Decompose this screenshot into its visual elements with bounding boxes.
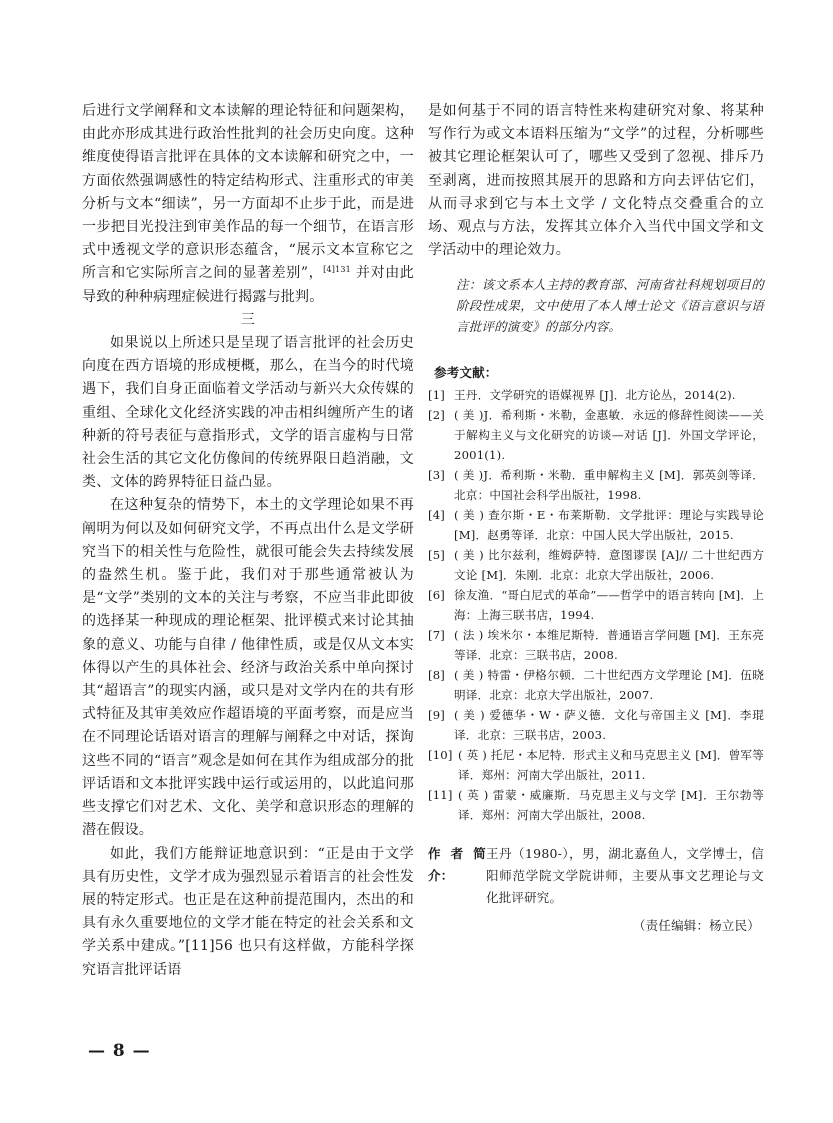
author-bio [428, 843, 764, 909]
section-heading: 三 [240, 311, 256, 328]
citation: [4]131 [323, 265, 351, 275]
funding-note: 注：该文系本人主持的教育部、河南省社科规划项目的阶段性成果，文中使用了本人博士论文《语言意识与语言批评的演变》的部分内容。 [456, 277, 764, 335]
reference-item: [8] ( 美 ) 特雷・伊格尔顿．二十世纪西方文学理论 [M]．伍晓明译．北京：北京大学出版社，2007. [428, 668, 764, 703]
reference-item: [6] 徐友渔．“哥白尼式的革命”——哲学中的语言转向 [M]．上海：上海三联书店，1994. [428, 588, 764, 623]
author-text: 王丹（1980-），男，湖北嘉鱼人，文学博士，信阳师范学院文学院讲师，主要从事文艺理论与文化批评研究。 [486, 846, 764, 906]
paragraph: 如此，我们方能辩证地意识到：“正是由于文学具有历史性，文学才成为强烈显示着语言的社会性发展的特定形式。也正是在这种前提范围内，杰出的和具有永久重要地位的文学才能在特定的社会关系和文学关系中建成。”[11]56 也只有这样做，方能科学探究语言批评话语 [82, 845, 414, 978]
references-list [428, 385, 764, 825]
reference-item: [11] ( 英 ) 雷蒙・威廉斯．马克思主义与文学 [M]．王尔勃等译．郑州：河南大学出版社，2008. [428, 788, 764, 823]
left-column [82, 100, 414, 982]
right-column [428, 100, 764, 937]
paragraph: 在这种复杂的情势下，本土的文学理论如果不再阐明为何以及如何研究文学，不再点出什么是文学研究当下的相关性与危险性，就很可能会失去持续发展的盎然生机。鉴于此，我们对于那些通常被认为是“文学”类别的文本的关注与考察，不应当非此即彼的选择某一种现成的理论框架、批评模式来讨论其抽象的意义、功能与自律 / 他律性质，或是仅从文本实体得以产生的具体社会、经济与政治关系中单向探讨其“超语言”的现实内涵，或只是对文学内在的共有形式特征及其审美效应作超语境的平面考察，而是应当在不同理论话语对语言的理解与阐释之中对话，探询这些不同的“语言”观念是如何在其作为组成部分的批评话语和文本批评实践中运行或运用的，以此追问那些支撑它们对艺术、文化、美学和意识形态的理解的潜在假设。 [82, 497, 414, 839]
reference-item: [1] 王丹．文学研究的语媒视界 [J]．北方论丛，2014(2). [428, 388, 736, 403]
page-number: — 8 — [88, 1041, 151, 1061]
reference-item: [4] ( 美 ) 查尔斯・E・布莱斯勒．文学批评：理论与实践导论 [M]．赵勇等译．北京：中国人民大学出版社，2015. [428, 508, 764, 543]
reference-item: [9] ( 美 ) 爱德华・W・萨义德．文化与帝国主义 [M]．李琨译．北京：三联书店，2003. [428, 708, 764, 743]
reference-item: [2] ( 美 )J．希利斯・米勒，金惠敏．永远的修辞性阅读——关于解构主义与文化研究的访谈—对话 [J]．外国文学评论，2001(1). [428, 408, 764, 463]
references-title: 参考文献： [434, 365, 498, 381]
paragraph: 是如何基于不同的语言特性来构建研究对象、将某种写作行为或文本语料压缩为“文学”的过程，分析哪些被其它理论框架认可了，哪些又受到了忽视、排斥乃至剥离，进而按照其展开的思路和方向去评估它们，从而寻求到它与本土文学 / 文化特点交叠重合的立场、观点与方法，发挥其立体介入当代中国文学和文学活动中的理论效力。 [428, 103, 764, 259]
paragraph: 后进行文学阐释和文本读解的理论特征和问题架构，由此亦形成其进行政治性批判的社会历史向度。这种维度使得语言批评在具体的文本读解和研究之中，一方面依然强调感性的特定结构形式、注重形式的审美分析与文本“细读”，另一方面却不止步于此，而是进一步把目光投注到审美作品的每一个细节，在语言形式中透视文学的意识形态蕴含，“展示文本宣称它之所言和它实际所言之间的显著差别”，$^{[4]131}$ 并对由此导致的种种病理症候进行揭露与批判。 [82, 103, 414, 305]
reference-item: [7] ( 法 ) 埃米尔・本维尼斯特．普通语言学问题 [M]．王东亮等译．北京：三联书店，2008. [428, 628, 764, 663]
paragraph: 如果说以上所述只是呈现了语言批评的社会历史向度在西方语境的形成梗概，那么，在当今的时代境遇下，我们自身正面临着文学活动与新兴大众传媒的重组、全球化文化经济实践的冲击相纠缠所产生的诸种新的符号表征与意指形式，文学的语言虚构与日常社会生活的其它文化仿像间的传统界限日趋消融，文类、文体的跨界特征日益凸显。 [82, 335, 414, 491]
author-label: 作者简介： [428, 846, 486, 884]
reference-item: [3] ( 美 )J．希利斯・米勒．重申解构主义 [M]．郭英剑等译．北京：中国社会科学出版社，1998. [428, 468, 764, 503]
responsible-editor: （责任编辑：杨立民） [632, 918, 760, 934]
reference-item: [5] ( 美 ) 比尔兹利，维姆萨特．意图谬误 [A]// 二十世纪西方文论 [M]．朱刚．北京：北京大学出版社，2006. [428, 548, 764, 583]
reference-item: [10] ( 英 ) 托尼・本尼特．形式主义和马克思主义 [M]．曾军等译．郑州：河南大学出版社，2011. [428, 748, 764, 783]
